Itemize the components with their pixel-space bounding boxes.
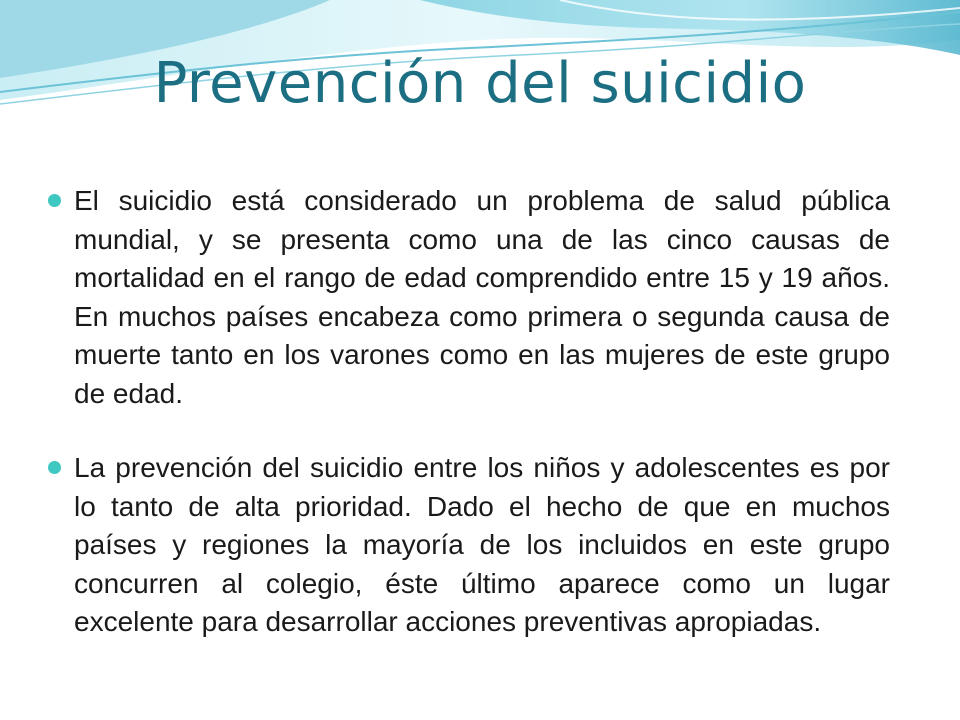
bullet-item — [44, 182, 890, 413]
bullet-dot-icon — [48, 461, 61, 474]
bullet-list — [44, 182, 890, 678]
bullet-text: El suicidio está considerado un problema de salud pública mundial, y se presenta como una de las cinco causas de mortalidad en el rango de edad comprendido entre 15 y 19 años. En muchos países encabeza como primera o segunda causa de muerte tanto en los varones como en las mujeres de este grupo de edad. — [74, 185, 890, 409]
slide-title: Prevención del suicidio — [153, 51, 807, 116]
bullet-item — [44, 449, 890, 642]
bullet-dot-icon — [48, 194, 61, 207]
bullet-text: La prevención del suicidio entre los niños y adolescentes es por lo tanto de alta prioridad. Dado el hecho de que en muchos países y regiones la mayoría de los incluidos en este grupo concurren al colegio, éste último aparece como un lugar excelente para desarrollar acciones preventivas apropiadas. — [74, 452, 890, 637]
